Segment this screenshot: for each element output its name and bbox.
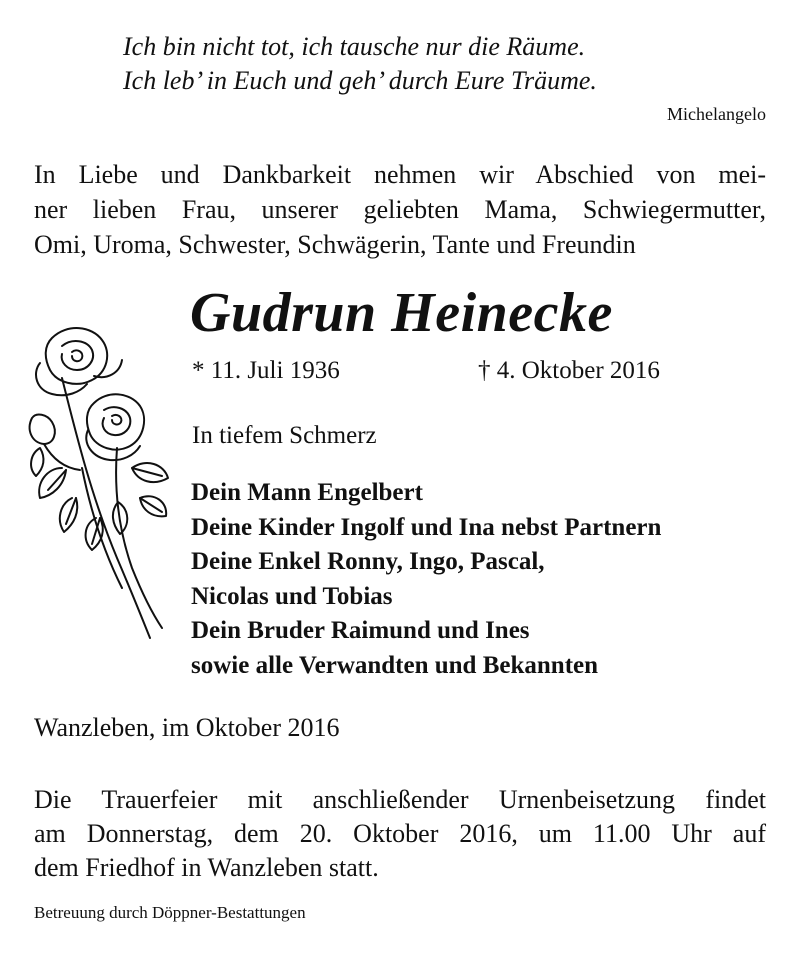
death-date: † 4. Oktober 2016 [478,357,660,384]
rose-drawing-icon [22,318,172,648]
intro-line: ner lieben Frau, unserer geliebten Mama, Schwiegermutter, [34,195,766,224]
family-list [191,476,661,683]
family-line: Dein Bruder Raimund und Ines [191,617,530,644]
birth-date: * 11. Juli 1936 [192,357,340,384]
family-line: Dein Mann Engelbert [191,479,423,506]
quote-line-1: Ich bin nicht tot, ich tausche nur die Räume. [123,32,586,61]
place-date: Wanzleben, im Oktober 2016 [34,713,340,742]
family-line: Deine Enkel Ronny, Ingo, Pascal, [191,548,545,575]
family-line: Nicolas und Tobias [191,582,393,610]
service-info [34,783,766,885]
family-line: Deine Kinder Ingolf und Ina nebst Partnern [191,513,662,541]
intro-line: Omi, Uroma, Schwester, Schwägerin, Tante und Freundin [34,230,636,259]
quote-line-2: Ich leb’ in Euch und geh’ durch Eure Träume. [123,66,597,95]
quote-author: Michelangelo [667,104,766,124]
mourning-phrase: In tiefem Schmerz [192,422,377,449]
undertaker-credit: Betreuung durch Döppner-Bestattungen [34,903,306,922]
deceased-name: Gudrun Heinecke [190,282,613,344]
intro-line: In Liebe und Dankbarkeit nehmen wir Abschied von mei- [34,160,766,189]
intro-text [34,157,766,262]
service-line: dem Friedhof in Wanzleben statt. [34,853,379,882]
service-line: am Donnerstag, dem 20. Oktober 2016, um 11.00 Uhr auf [34,819,766,848]
service-line: Die Trauerfeier mit anschließender Urnenbeisetzung findet [34,785,766,814]
family-line: sowie alle Verwandten und Bekannten [191,651,599,679]
